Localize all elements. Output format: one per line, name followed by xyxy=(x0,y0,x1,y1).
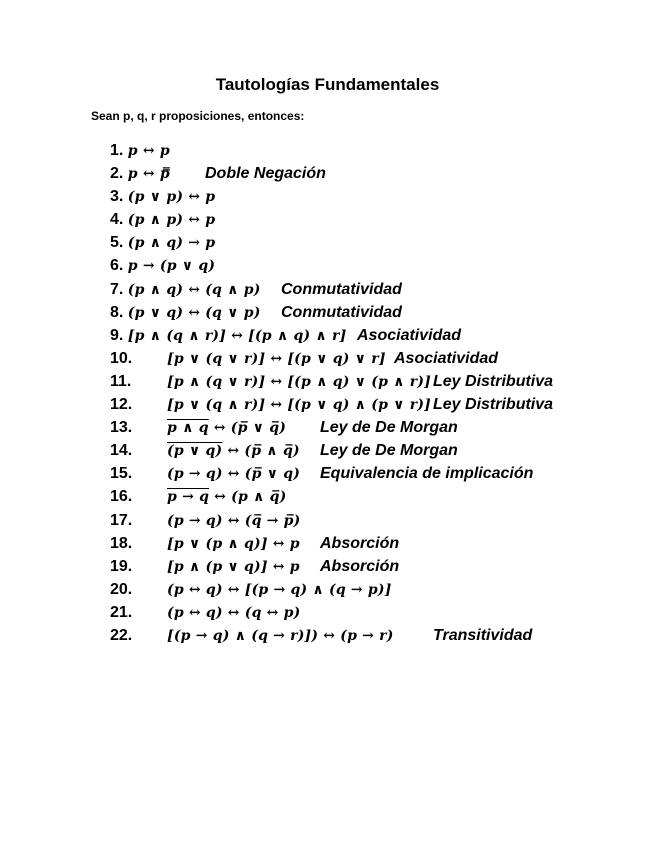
property-label: Ley de De Morgan xyxy=(320,419,458,437)
item-number: 2. xyxy=(110,165,128,183)
list-item xyxy=(110,139,640,162)
list-item xyxy=(110,162,640,185)
item-number: 15. xyxy=(110,465,133,483)
list-item xyxy=(110,555,640,578)
property-label: Equivalencia de implicación xyxy=(320,465,534,483)
formula: (p → q) ↔ (q̅ → p̅) xyxy=(167,512,301,529)
formula: (p → q) ↔ (p̅ ∨ q) xyxy=(167,466,301,483)
list-item xyxy=(110,301,640,324)
list-item xyxy=(110,416,640,439)
item-number: 17. xyxy=(110,511,133,529)
list-item xyxy=(110,208,640,231)
item-number: 4. xyxy=(110,211,128,229)
formula: p ∧ q ↔ (p̅ ∨ q̅) xyxy=(167,420,287,437)
item-number: 19. xyxy=(110,557,133,575)
property-label: Transitividad xyxy=(433,626,533,644)
formula: [p ∨ (q ∧ r)] ↔ [(p ∨ q) ∧ (p ∨ r)] xyxy=(167,397,431,414)
formula: p ↔ p̿ xyxy=(127,166,170,183)
property-label: Absorción xyxy=(320,534,400,552)
item-number: 11. xyxy=(110,372,132,390)
item-number: 13. xyxy=(110,419,133,437)
item-number: 18. xyxy=(110,534,133,552)
property-label: Absorción xyxy=(320,557,400,575)
formula: p → q ↔ (p ∧ q̅) xyxy=(167,489,287,506)
list-item xyxy=(110,485,640,508)
formula: (p ↔ q) ↔ [(p → q) ∧ (q → p)] xyxy=(167,581,392,598)
list-item xyxy=(110,393,640,416)
formula: (p ∨ q) ↔ (q ∨ p) xyxy=(127,304,261,321)
list-item xyxy=(110,185,640,208)
list-item xyxy=(110,278,640,301)
intro-text: Sean p, q, r proposiciones, entonces: xyxy=(91,109,305,123)
list-item xyxy=(110,254,640,277)
formula: [p ∧ (q ∧ r)] ↔ [(p ∧ q) ∧ r] xyxy=(127,327,347,344)
formula: [p ∨ (p ∧ q)] ↔ p xyxy=(167,535,300,552)
formula: [p ∧ (q ∨ r)] ↔ [(p ∧ q) ∨ (p ∧ r)] xyxy=(167,373,431,390)
property-label: Ley Distributiva xyxy=(433,372,554,390)
item-number: 5. xyxy=(110,234,128,252)
formula: [p ∨ (q ∨ r)] ↔ [(p ∨ q) ∨ r] xyxy=(167,350,386,367)
formula: (p ∧ q) → p xyxy=(127,235,216,252)
item-number: 1. xyxy=(110,142,128,159)
list-item xyxy=(110,601,640,624)
list-item xyxy=(110,509,640,532)
list-item xyxy=(110,439,640,462)
formula: (p ↔ q) ↔ (q ↔ p) xyxy=(167,604,301,621)
tautology-list xyxy=(110,139,640,647)
list-item xyxy=(110,462,640,485)
formula: (p ∧ q) ↔ (q ∧ p) xyxy=(127,281,261,298)
page-title: Tautologías Fundamentales xyxy=(215,75,440,94)
item-number: 16. xyxy=(110,488,133,506)
item-number: 22. xyxy=(110,626,133,644)
list-item xyxy=(110,370,640,393)
list-item xyxy=(110,624,640,647)
property-label: Doble Negación xyxy=(205,165,326,183)
formula: (p ∨ q) ↔ (p̅ ∧ q̅) xyxy=(167,443,300,460)
formula: p → (p ∨ q) xyxy=(127,258,216,275)
list-item xyxy=(110,347,640,370)
property-label: Ley Distributiva xyxy=(433,396,554,414)
item-number: 10. xyxy=(110,349,133,367)
list-item xyxy=(110,324,640,347)
formula: [(p → q) ∧ (q → r)]) ↔ (p → r) xyxy=(167,627,394,644)
item-number: 20. xyxy=(110,580,133,598)
property-label: Asociatividad xyxy=(394,349,499,367)
property-label: Conmutatividad xyxy=(281,303,402,321)
property-label: Asociatividad xyxy=(357,326,462,344)
property-label: Conmutatividad xyxy=(281,280,402,298)
item-number: 6. xyxy=(110,257,128,275)
list-item xyxy=(110,231,640,254)
property-label: Ley de De Morgan xyxy=(320,442,458,460)
formula: (p ∨ p) ↔ p xyxy=(127,189,216,206)
item-number: 9. xyxy=(110,326,128,344)
formula: (p ∧ p) ↔ p xyxy=(127,212,216,229)
list-item xyxy=(110,578,640,601)
item-number: 14. xyxy=(110,442,133,460)
item-number: 8. xyxy=(110,303,128,321)
item-number: 21. xyxy=(110,603,133,621)
list-item xyxy=(110,532,640,555)
formula: [p ∧ (p ∨ q)] ↔ p xyxy=(167,558,300,575)
item-number: 12. xyxy=(110,396,133,414)
item-number: 7. xyxy=(110,280,128,298)
formula: p ↔ p xyxy=(127,143,170,159)
item-number: 3. xyxy=(110,188,128,206)
